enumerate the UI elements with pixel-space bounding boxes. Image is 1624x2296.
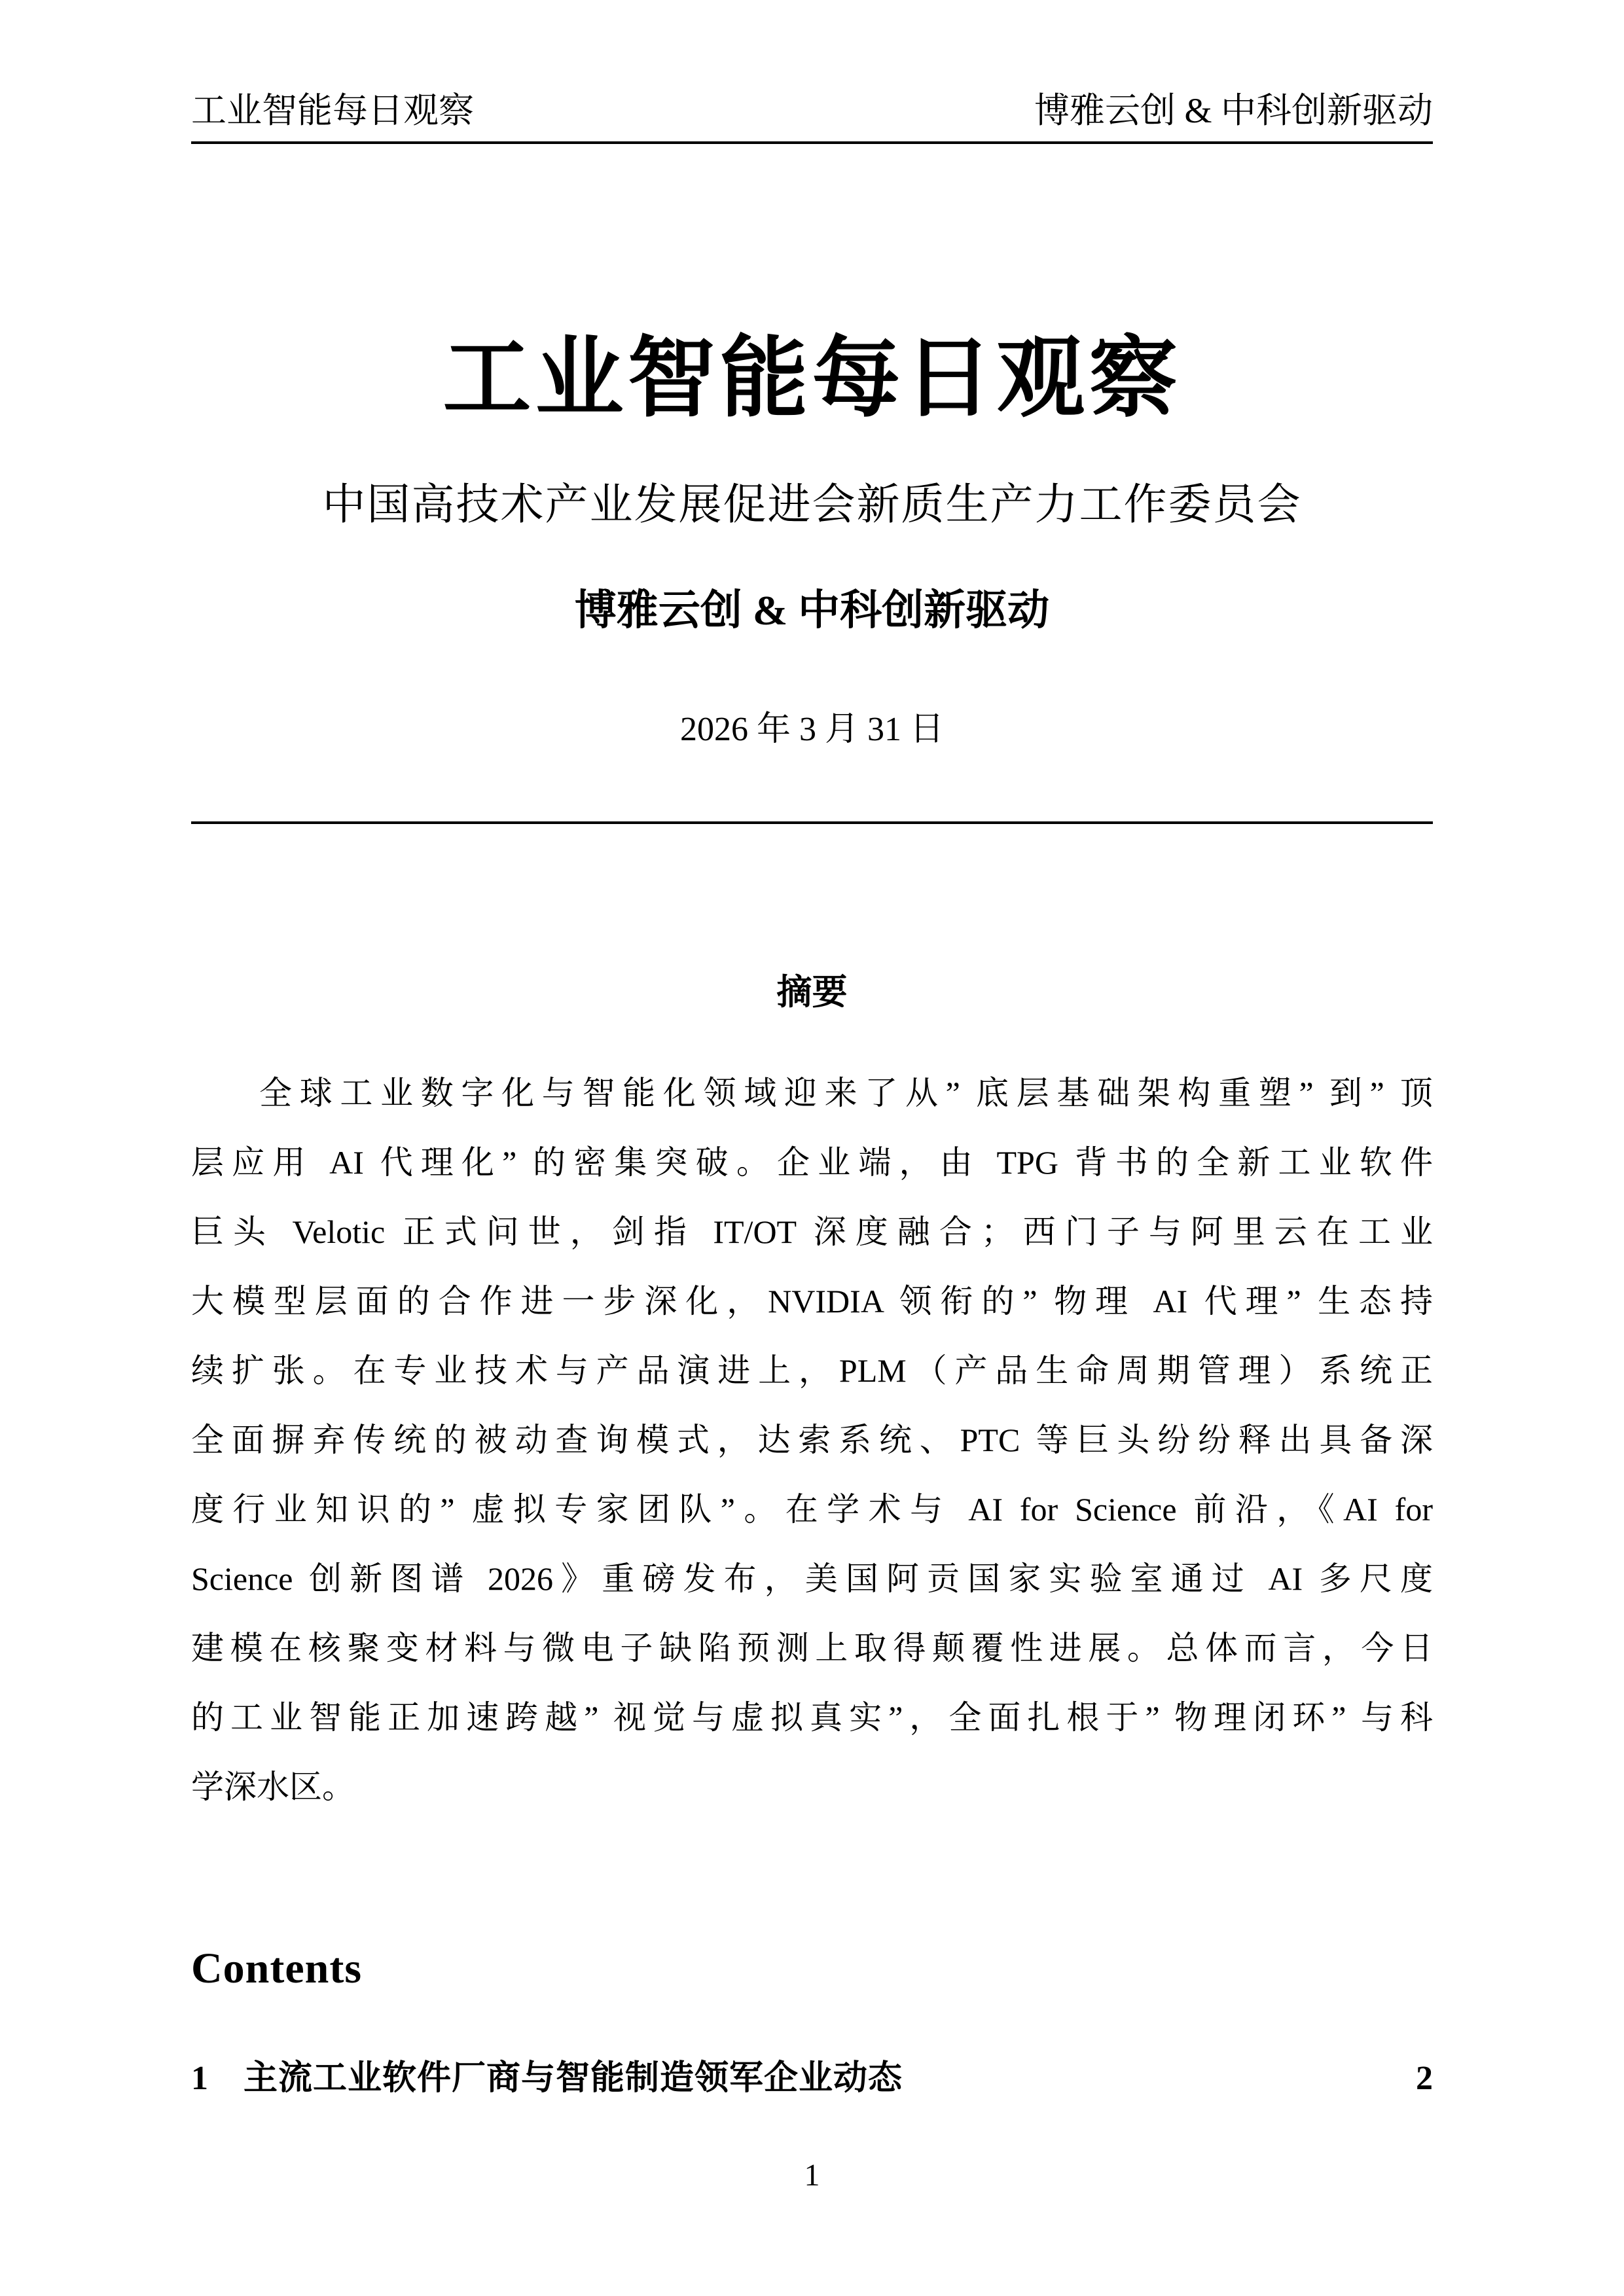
footer-page-number: 1: [804, 2158, 820, 2193]
abstract-line: 学深水区。: [191, 1768, 355, 1806]
abstract-heading: 摘要: [776, 973, 848, 1013]
abstract-line: Science 创新图谱 2026》重磅发布，美国阿贡国家实验室通过 AI 多尺度: [191, 1560, 1433, 1598]
header-right-title: 博雅云创 & 中科创新驱动: [1034, 91, 1433, 130]
contents-heading: Contents: [191, 1945, 363, 1993]
header-rule: [191, 141, 1433, 144]
abstract-line: 巨头 Velotic 正式问世，剑指 IT/OT 深度融合；西门子与阿里云在工业: [191, 1213, 1433, 1251]
abstract-line: 全球工业数字化与智能化领域迎来了从” 底层基础架构重塑” 到” 顶: [259, 1075, 1433, 1112]
abstract-line: 续扩张。在专业技术与产品演进上，PLM（产品生命周期管理）系统正: [191, 1352, 1433, 1390]
organization-line: 中国高技术产业发展促进会新质生产力工作委员会: [322, 481, 1302, 529]
abstract-line: 的工业智能正加速跨越” 视觉与虚拟真实”，全面扎根于” 物理闭环” 与科: [191, 1699, 1433, 1736]
abstract-paragraph: [191, 1058, 1433, 1821]
abstract-line: 大模型层面的合作进一步深化，NVIDIA 领衔的” 物理 AI 代理” 生态持: [191, 1283, 1433, 1320]
toc-section-number: 1: [191, 2060, 208, 2098]
toc-entry-section-1[interactable]: [191, 2060, 1433, 2097]
date-line: 2026 年 3 月 31 日: [679, 711, 944, 749]
text-block: [191, 0, 1433, 2098]
header-left-title: 工业智能每日观察: [191, 91, 474, 130]
title-rule: [191, 821, 1433, 824]
running-header: [191, 92, 1433, 130]
abstract-line: 建模在核聚变材料与微电子缺陷预测上取得颠覆性进展。总体而言，今日: [191, 1630, 1433, 1667]
toc-section-page: 2: [1416, 2060, 1433, 2098]
toc-section-title: 主流工业软件厂商与智能制造领军企业动态: [244, 2060, 903, 2098]
document-title: 工业智能每日观察: [442, 331, 1182, 429]
abstract-line: 全面摒弃传统的被动查询模式，达索系统、PTC 等巨头纷纷释出具备深: [191, 1422, 1433, 1459]
abstract-line: 层应用 AI 代理化” 的密集突破。企业端，由 TPG 背书的全新工业软件: [191, 1144, 1433, 1181]
authors-line: 博雅云创 & 中科创新驱动: [574, 587, 1050, 634]
abstract-line: 度行业知识的” 虚拟专家团队”。在学术与 AI for Science 前沿，《AI for: [191, 1491, 1433, 1528]
